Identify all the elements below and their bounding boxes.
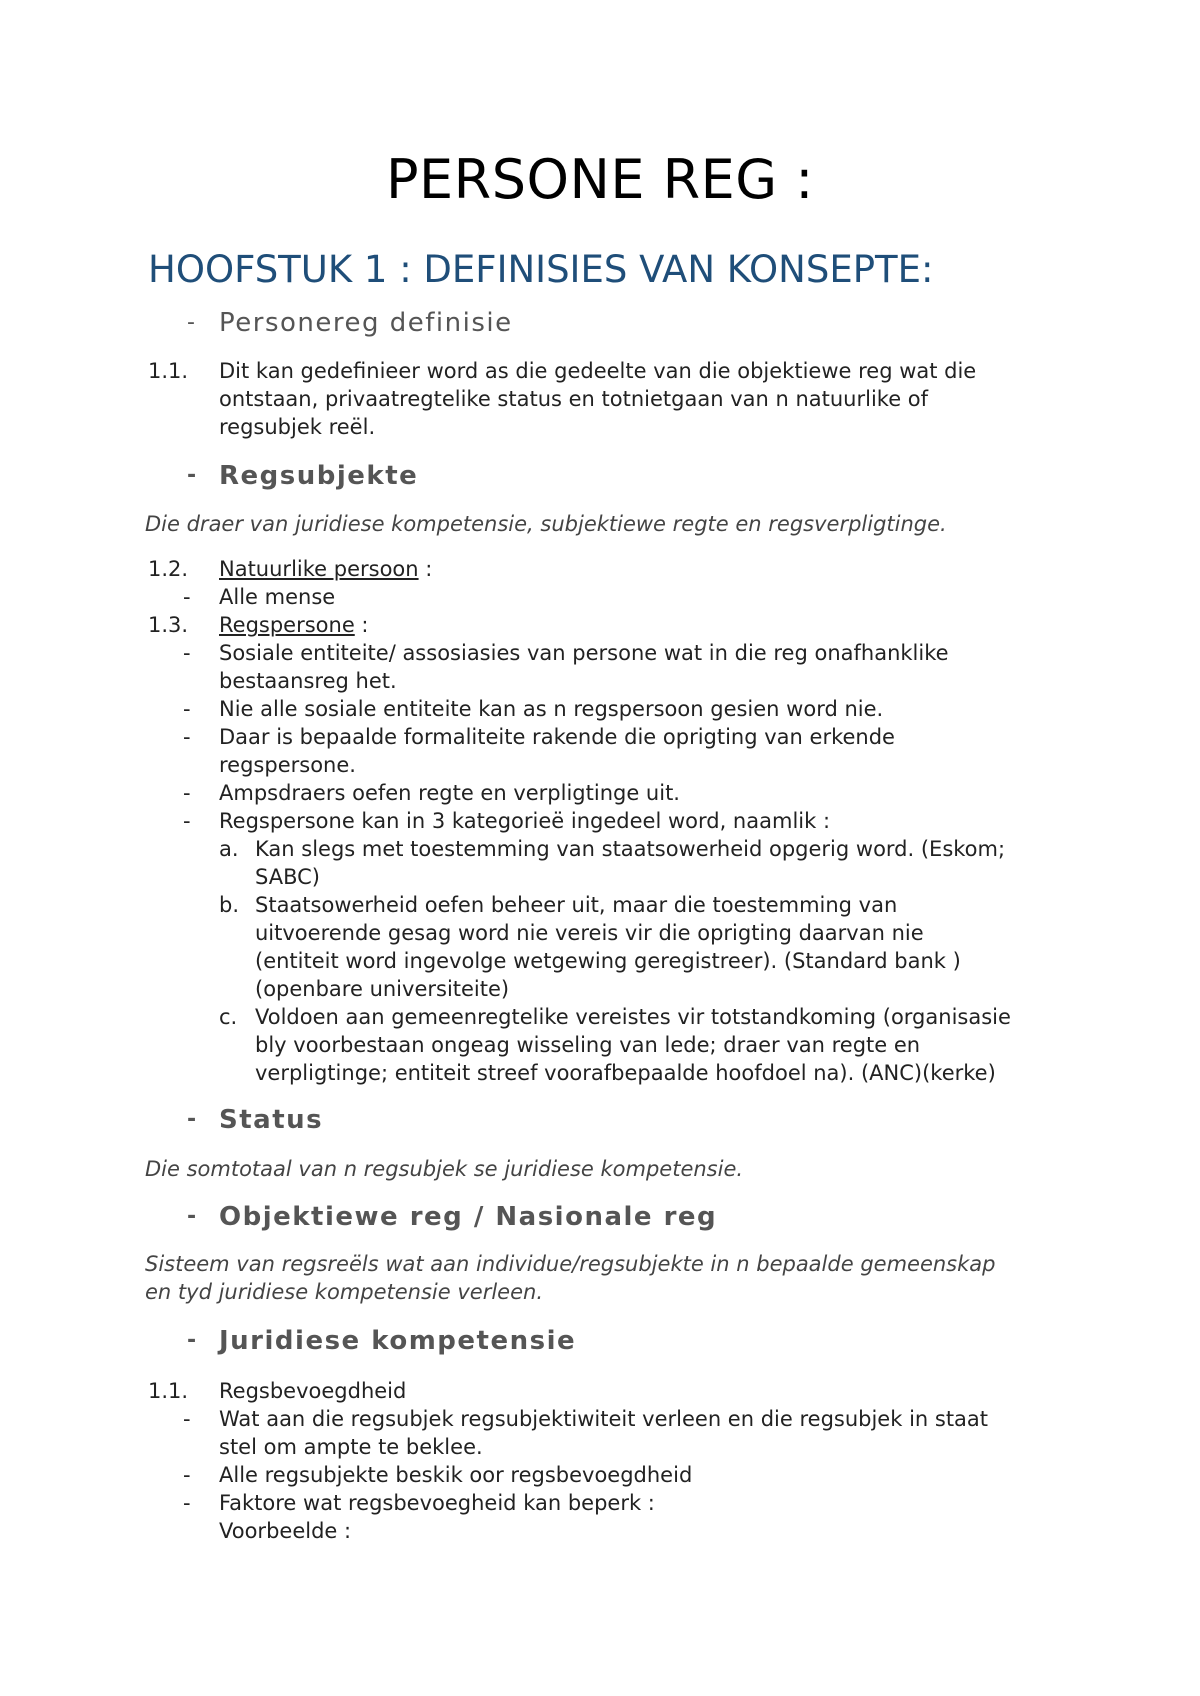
bullet-text: stel om ampte te beklee. [219, 1435, 483, 1459]
definition-text: Sisteem van regsreëls wat aan individue/regsubjekte in n bepaalde gemeenskap [145, 1252, 996, 1276]
section-heading [187, 1105, 324, 1135]
dash-marker: - [183, 1407, 191, 1431]
bullet-text: Ampsdraers oefen regte en verpligtinge uit. [219, 781, 680, 805]
bullet-text: Alle regsubjekte beskik oor regsbevoegdheid [219, 1463, 693, 1487]
sub-item-text: Staatsowerheid oefen beheer uit, maar die toestemming van [255, 893, 898, 917]
dash-marker: - [183, 641, 191, 665]
sub-item-text: Kan slegs met toestemming van staatsowerheid opgerig word. (Eskom; [255, 837, 1006, 861]
list-item: Regsbevoegdheid [219, 1379, 407, 1403]
dash-marker: - [183, 725, 191, 749]
heading-text: Personereg definisie [219, 308, 513, 338]
bullet-text: regspersone. [219, 753, 356, 777]
underlined-term: Regspersone [219, 613, 355, 637]
sub-item-label: a. [219, 837, 239, 861]
bullet-text: Daar is bepaalde formaliteite rakende die oprigting van erkende [219, 725, 895, 749]
heading-text: Objektiewe reg / Nasionale reg [219, 1202, 718, 1232]
list-item [219, 555, 432, 583]
bullet-text: Wat aan die regsubjek regsubjektiwiteit verleen en die regsubjek in staat [219, 1407, 989, 1431]
heading-text: Status [219, 1105, 324, 1135]
paragraph-line: regsubjek reël. [219, 415, 376, 439]
document-title: PERSONE REG : [385, 148, 814, 211]
dash-marker: - [187, 310, 197, 335]
sub-item-text: SABC) [255, 865, 320, 889]
dash-marker: - [183, 1491, 191, 1515]
heading-text: Regsubjekte [219, 461, 419, 491]
sub-item-text: (openbare universiteite) [255, 977, 510, 1001]
bullet-text: Sosiale entiteite/ assosiasies van persone wat in die reg onafhanklike [219, 641, 949, 665]
list-item [219, 611, 369, 639]
bullet-text: Nie alle sosiale entiteite kan as n regspersoon gesien word nie. [219, 697, 884, 721]
sub-item-text: bly voorbestaan ongeag wisseling van lede; draer van regte en [255, 1033, 921, 1057]
item-number: 1.2. [148, 557, 189, 581]
sub-item-label: c. [219, 1005, 238, 1029]
sub-item-label: b. [219, 893, 240, 917]
sub-item-text: uitvoerende gesag word nie vereis vir die oprigting daarvan nie [255, 921, 924, 945]
item-number: 1.1. [148, 1379, 189, 1403]
section-heading [187, 461, 419, 491]
section-heading [187, 1326, 577, 1356]
dash-marker: - [183, 585, 191, 609]
colon: : [418, 557, 433, 581]
dash-marker: - [183, 781, 191, 805]
dash-marker: - [187, 1328, 198, 1353]
dash-marker: - [187, 1107, 198, 1132]
dash-marker: - [183, 1463, 191, 1487]
definition-text: Die somtotaal van n regsubjek se juridiese kompetensie. [145, 1157, 744, 1181]
section-heading [187, 308, 513, 338]
bullet-text: Faktore wat regsbevoegheid kan beperk : [219, 1491, 655, 1515]
item-number: 1.3. [148, 613, 189, 637]
paragraph-line: ontstaan, privaatregtelike status en totnietgaan van n natuurlike of [219, 387, 929, 411]
dash-marker: - [183, 809, 191, 833]
definition-text: en tyd juridiese kompetensie verleen. [145, 1280, 543, 1304]
sub-item-text: (entiteit word ingevolge wetgewing geregistreer). (Standard bank ) [255, 949, 961, 973]
heading-text: Juridiese kompetensie [219, 1326, 577, 1356]
bullet-text: bestaansreg het. [219, 669, 397, 693]
colon: : [354, 613, 369, 637]
chapter-heading: HOOFSTUK 1 : DEFINISIES VAN KONSEPTE: [148, 248, 934, 291]
bullet-text: Alle mense [219, 585, 336, 609]
bullet-text: Regspersone kan in 3 kategorieë ingedeel word, naamlik : [219, 809, 831, 833]
underlined-term: Natuurlike persoon [219, 557, 419, 581]
section-heading [187, 1202, 718, 1232]
bullet-text: Voorbeelde : [219, 1519, 352, 1543]
sub-item-text: verpligtinge; entiteit streef voorafbepaalde hoofdoel na). (ANC)(kerke) [255, 1061, 996, 1085]
dash-marker: - [187, 1204, 198, 1229]
definition-text: Die draer van juridiese kompetensie, subjektiewe regte en regsverpligtinge. [145, 512, 947, 536]
paragraph-line: Dit kan gedefinieer word as die gedeelte van die objektiewe reg wat die [219, 359, 977, 383]
dash-marker: - [187, 463, 198, 488]
sub-item-text: Voldoen aan gemeenregtelike vereistes vir totstandkoming (organisasie [255, 1005, 1011, 1029]
item-number: 1.1. [148, 359, 189, 383]
dash-marker: - [183, 697, 191, 721]
